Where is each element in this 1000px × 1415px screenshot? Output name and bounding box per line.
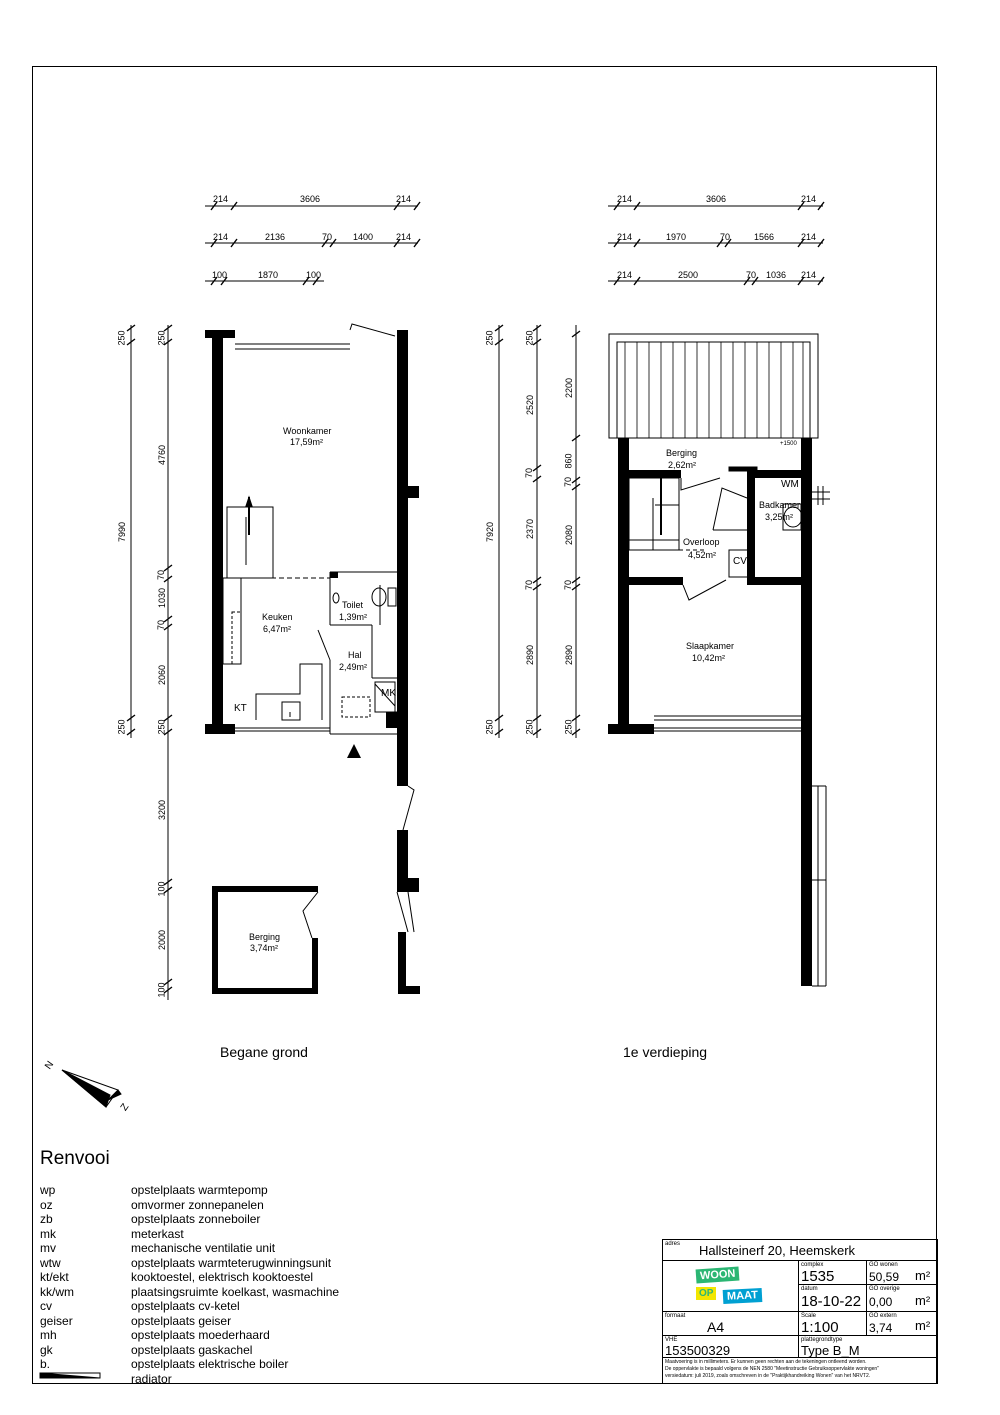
address: Hallsteinerf 20, Heemskerk <box>699 1243 856 1258</box>
dim-text: 7990 <box>117 521 128 543</box>
dim-text: 250 <box>156 719 167 735</box>
legend-item <box>40 1256 339 1271</box>
room-area: 6,47m² <box>263 624 292 634</box>
legend-code: wtw <box>40 1255 61 1270</box>
dim-text: 2080 <box>564 524 575 546</box>
formaat-label: formaat <box>665 1313 686 1319</box>
go-wonen-label: GO wonen <box>869 1262 898 1268</box>
complex-cell <box>799 1261 867 1285</box>
unit: m² <box>915 1293 931 1308</box>
dim-text: 214 <box>396 232 412 242</box>
logo-maat: MAAT <box>723 1288 763 1304</box>
compass-south: Z <box>118 1101 132 1114</box>
legend-item <box>40 1227 339 1242</box>
plan-type: Type B_M <box>801 1343 860 1358</box>
legend-code: oz <box>40 1197 53 1212</box>
legend-desc: mechanische ventilatie unit <box>131 1241 276 1255</box>
dim-text: 2370 <box>525 518 536 540</box>
legend-desc: omvormer zonnepanelen <box>131 1197 264 1212</box>
disclaimer-line: De oppervlakte is bepaald volgens de NEN 2580 "Meetinstructie Gebruiksoppervlakte woningen" <box>665 1366 879 1372</box>
legend-desc: opstelplaats cv-ketel <box>131 1299 240 1313</box>
legend-code: gk <box>40 1342 53 1357</box>
logo-woon: WOON <box>696 1267 740 1284</box>
room-name: Toilet <box>342 600 364 610</box>
legend-desc: opstelplaats elektrische boiler <box>131 1357 289 1371</box>
dim-text: 250 <box>116 719 127 735</box>
go-wonen-cell <box>867 1261 937 1285</box>
dim-text: 70 <box>720 232 731 242</box>
legend-code: b. <box>40 1357 51 1371</box>
legend-item <box>40 1372 339 1387</box>
dim-text: 2500 <box>678 270 699 280</box>
vhe-cell <box>663 1336 799 1358</box>
legend-item <box>40 1270 339 1285</box>
dim-text: 250 <box>524 330 535 346</box>
fixture-label: WM <box>781 479 799 490</box>
dim-text: 70 <box>746 270 757 280</box>
vhe: 153500329 <box>665 1343 731 1358</box>
dim-text: 70 <box>524 579 535 591</box>
dim-text: 3606 <box>706 194 727 204</box>
dim-text: 214 <box>617 270 633 280</box>
go-wonen: 50,59 <box>869 1270 900 1284</box>
dim-text: 70 <box>563 476 574 488</box>
legend-item <box>40 1299 339 1314</box>
scale: 1:100 <box>801 1319 839 1336</box>
complex-label: complex <box>801 1262 824 1268</box>
legend-item <box>40 1183 339 1198</box>
dim-text: 250 <box>156 330 167 346</box>
unit: m² <box>915 1318 931 1333</box>
dim-text: 1030 <box>157 587 168 609</box>
room-name: Slaapkamer <box>686 641 735 651</box>
disclaimer-line: versiedatum: juli 2019, zoals omschreven in de "Praktijkhandreiking Wonen" van het NRVT2. <box>665 1373 871 1379</box>
room-area: 10,42m² <box>692 653 726 663</box>
legend-code: mh <box>40 1328 57 1342</box>
legend-list <box>40 1183 339 1386</box>
complex: 1535 <box>801 1268 835 1285</box>
legend-desc: opstelplaats zonneboiler <box>131 1212 261 1226</box>
dim-text: 250 <box>484 330 495 346</box>
dim-text: 1970 <box>666 232 687 242</box>
dim-text: 1870 <box>258 270 279 280</box>
room-name: Woonkamer <box>283 426 332 436</box>
floor-title: Begane grond <box>220 1044 308 1060</box>
floor-title: 1e verdieping <box>623 1044 708 1060</box>
dim-text: 2000 <box>157 929 168 951</box>
room-area: 1,39m² <box>339 612 368 622</box>
legend-desc: opstelplaats geiser <box>131 1313 232 1328</box>
room-area: 2,62m² <box>668 460 697 470</box>
dim-text: 2890 <box>525 644 536 666</box>
fixture-label: KT <box>234 703 247 714</box>
room-area: 2,49m² <box>339 662 368 672</box>
dim-text: 1036 <box>766 270 787 280</box>
dim-text: 4760 <box>157 444 168 466</box>
legend-desc: opstelplaats warmtepomp <box>131 1183 268 1197</box>
dim-text: 214 <box>801 232 817 242</box>
room-area: 3,74m² <box>250 943 279 953</box>
dim-text: 2136 <box>265 232 286 242</box>
dim-text: 2520 <box>525 394 536 416</box>
disclaimer-line: Maatvoering is in millimeters. Er kunnen geen rechten aan de tekeningen ontleend worden. <box>665 1359 867 1365</box>
logo-cell <box>663 1261 799 1312</box>
formaat-cell <box>663 1312 799 1336</box>
dim-text: 214 <box>801 270 817 280</box>
dim-text: 250 <box>116 330 127 346</box>
legend-desc: opstelplaats gaskachel <box>131 1342 253 1357</box>
go-extern-label: GO extern <box>869 1313 897 1319</box>
type-cell <box>799 1336 937 1358</box>
logo-op: OP <box>696 1287 716 1300</box>
dim-text: 100 <box>212 270 228 280</box>
scale-cell <box>799 1312 867 1336</box>
formaat: A4 <box>707 1319 725 1335</box>
room-name: Badkamer <box>759 500 801 510</box>
dim-text: 70 <box>322 232 333 242</box>
unit: m² <box>915 1268 931 1283</box>
title-block <box>662 1239 938 1384</box>
dim-text: 2890 <box>564 644 575 666</box>
dim-text: 1400 <box>353 232 374 242</box>
dim-text: 214 <box>801 194 817 204</box>
dim-text: 1566 <box>754 232 775 242</box>
legend-item <box>40 1212 339 1227</box>
dim-text: 214 <box>617 194 633 204</box>
dim-text: 214 <box>617 232 633 242</box>
legend-title: Renvooi <box>40 1148 110 1169</box>
legend-item <box>40 1285 339 1300</box>
dim-text: 100 <box>156 881 167 897</box>
dim-text: 70 <box>156 619 167 631</box>
legend-code: cv <box>40 1299 52 1313</box>
compass-north: N <box>43 1059 57 1072</box>
dim-text: 100 <box>156 982 167 998</box>
fixture-label: MK <box>381 688 396 699</box>
legend-item <box>40 1241 339 1256</box>
dim-text: 2200 <box>564 377 575 399</box>
legend-code: kt/ekt <box>40 1270 69 1284</box>
room-area: 4,52m² <box>688 550 717 560</box>
dim-text: 70 <box>563 579 574 591</box>
room-name: Overloop <box>683 537 720 547</box>
disclaimer <box>665 1359 937 1383</box>
datum-cell <box>799 1285 867 1312</box>
dim-text: 7920 <box>485 521 496 543</box>
scale-label: Scale <box>801 1313 817 1319</box>
dim-text: 100 <box>306 270 322 280</box>
legend-desc: radiator <box>131 1371 172 1386</box>
dim-text: 70 <box>156 569 167 581</box>
level-mark: +1500 <box>780 441 797 447</box>
dim-text: 2060 <box>157 664 168 686</box>
radiator-icon <box>40 1372 131 1387</box>
room-name: Keuken <box>262 612 293 622</box>
legend-code: mv <box>40 1241 56 1255</box>
datum-label: datum <box>801 1286 818 1292</box>
address-label: adres <box>665 1241 681 1247</box>
dim-text: 214 <box>213 194 229 204</box>
legend-item <box>40 1343 339 1358</box>
legend-item <box>40 1357 339 1372</box>
room-name: Berging <box>249 932 281 942</box>
dim-text: 3606 <box>300 194 321 204</box>
legend-code: wp <box>40 1183 56 1197</box>
go-overige-cell <box>867 1285 937 1312</box>
dim-text: 860 <box>563 453 574 469</box>
legend-code: geiser <box>40 1313 73 1328</box>
vhe-label: VHE <box>665 1337 678 1343</box>
dim-text: 214 <box>396 194 412 204</box>
datum: 18-10-22 <box>801 1293 862 1310</box>
dim-text: 250 <box>524 719 535 735</box>
dim-text: 214 <box>213 232 229 242</box>
legend-item <box>40 1328 339 1343</box>
go-extern: 3,74 <box>869 1321 893 1335</box>
legend-desc: kooktoestel, elektrisch kooktoestel <box>131 1270 314 1284</box>
room-name: Hal <box>348 650 362 660</box>
legend-item <box>40 1314 339 1329</box>
room-area: 3,25m² <box>765 512 794 522</box>
go-overige-label: GO overige <box>869 1286 900 1292</box>
room-name: Berging <box>666 448 698 458</box>
dim-text: 70 <box>524 467 535 479</box>
legend-desc: plaatsingsruimte koelkast, wasmachine <box>131 1284 340 1299</box>
type-label: plattegrondtype <box>801 1337 843 1343</box>
dim-text: 250 <box>484 719 495 735</box>
go-extern-cell <box>867 1312 937 1336</box>
legend-item <box>40 1198 339 1213</box>
legend-desc: opstelplaats moederhaard <box>131 1328 270 1342</box>
fixture-label: CV <box>733 556 747 567</box>
legend-code: zb <box>40 1212 53 1226</box>
room-area: 17,59m² <box>290 437 324 447</box>
address-cell <box>663 1240 937 1261</box>
legend-code: mk <box>40 1226 56 1241</box>
legend-desc: opstelplaats warmteterugwinningsunit <box>131 1255 332 1270</box>
legend-code: kk/wm <box>40 1284 74 1299</box>
dim-text: 250 <box>563 719 574 735</box>
legend-desc: meterkast <box>131 1226 184 1241</box>
go-overige: 0,00 <box>869 1295 893 1309</box>
dim-text: 3200 <box>157 799 168 821</box>
